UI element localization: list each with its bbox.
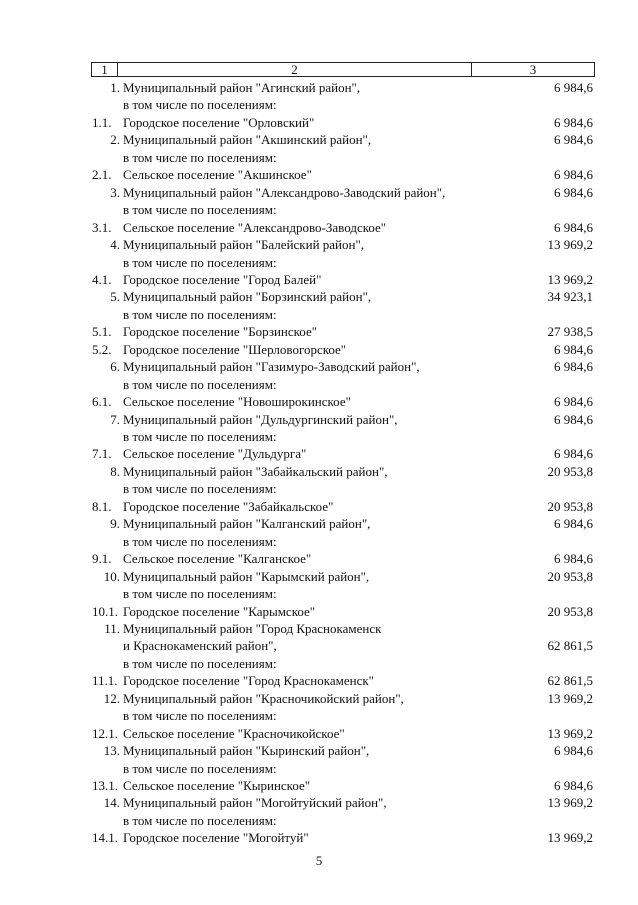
row-name: Муниципальный район "Акшинский район",	[123, 132, 372, 148]
row-name: Городское поселение "Могойтуй"	[123, 830, 309, 846]
row-name-continuation: в том числе по поселениям:	[123, 97, 277, 113]
row-number: 13.1.	[92, 778, 118, 793]
table-row-continuation	[0, 428, 638, 445]
row-value: 6 984,6	[554, 132, 593, 148]
row-name: Муниципальный район "Балейский район",	[123, 237, 365, 253]
table-row	[0, 568, 638, 585]
row-value: 6 984,6	[554, 411, 593, 427]
row-number: 3.	[110, 184, 120, 200]
row-name-continuation: в том числе по поселениям:	[123, 586, 277, 602]
row-value: 6 984,6	[554, 359, 593, 375]
table-row	[0, 131, 638, 148]
row-value: 6 984,6	[554, 743, 593, 759]
table-row	[0, 603, 638, 620]
table-row	[0, 166, 638, 183]
row-number: 11.1.	[92, 673, 118, 689]
row-name-continuation: в том числе по поселениям:	[123, 254, 277, 270]
row-number: 7.	[110, 411, 120, 427]
row-name: Муниципальный район "Красночикойский район",	[123, 690, 404, 706]
row-number: 8.	[110, 463, 120, 479]
row-number: 12.	[103, 690, 120, 706]
table-row-continuation	[0, 637, 638, 654]
table-row	[0, 463, 638, 480]
row-number: 13.	[103, 743, 120, 759]
row-number: 8.1.	[92, 498, 112, 514]
row-value: 6 984,6	[554, 394, 593, 410]
column-header-row	[92, 63, 595, 77]
row-name-continuation: в том числе по поселениям:	[123, 533, 277, 549]
table-row-continuation	[0, 655, 638, 672]
row-name: Городское поселение "Забайкальское"	[123, 498, 334, 514]
table-row	[0, 777, 638, 794]
table-row	[0, 79, 638, 96]
row-name: Сельское поселение "Александрово-Заводское"	[123, 219, 387, 235]
row-value: 20 953,8	[547, 463, 593, 479]
row-name-continuation: в том числе по поселениям:	[123, 812, 277, 828]
row-name: Сельское поселение "Дульдурга"	[123, 446, 307, 462]
row-number: 5.1.	[92, 324, 112, 340]
row-name: Муниципальный район "Могойтуйский район",	[123, 795, 387, 811]
row-value: 6 984,6	[554, 341, 593, 357]
row-name-continuation: и Краснокаменский район",	[123, 638, 277, 654]
table-row	[0, 672, 638, 689]
row-name: Муниципальный район "Забайкальский район",	[123, 463, 388, 479]
row-name: Муниципальный район "Газимуро-Заводский район",	[123, 359, 420, 375]
table-row	[0, 445, 638, 462]
row-value: 6 984,6	[554, 551, 593, 567]
row-name: Городское поселение "Карымское"	[123, 603, 316, 619]
table-row-continuation	[0, 96, 638, 113]
row-number: 12.1.	[92, 725, 118, 741]
row-value: 20 953,8	[547, 498, 593, 514]
row-number: 9.	[110, 516, 120, 532]
table-row	[0, 829, 638, 846]
row-name-continuation: в том числе по поселениям:	[123, 760, 277, 776]
table-row-continuation	[0, 254, 638, 271]
row-value: 13 969,2	[547, 830, 593, 846]
table-row-continuation	[0, 480, 638, 497]
table-row	[0, 236, 638, 253]
row-name-continuation: в том числе по поселениям:	[123, 708, 277, 724]
row-name-continuation: в том числе по поселениям:	[123, 149, 277, 165]
row-number: 2.	[110, 132, 120, 148]
table-row	[0, 271, 638, 288]
table-row	[0, 794, 638, 811]
row-number: 14.	[103, 795, 120, 811]
row-name-continuation: в том числе по поселениям:	[123, 202, 277, 218]
row-number: 2.1.	[92, 167, 112, 183]
table-row-continuation	[0, 760, 638, 777]
row-value: 6 984,6	[554, 778, 593, 793]
row-value: 6 984,6	[554, 184, 593, 200]
column-header-1: 1	[92, 63, 118, 77]
row-value: 20 953,8	[547, 603, 593, 619]
row-value: 62 861,5	[547, 638, 593, 654]
table-row	[0, 358, 638, 375]
row-name-continuation: в том числе по поселениям:	[123, 429, 277, 444]
table-row	[0, 550, 638, 567]
row-value: 13 969,2	[547, 237, 593, 253]
table-row-continuation	[0, 306, 638, 323]
row-name: Сельское поселение "Кыринское"	[123, 778, 311, 793]
row-value: 20 953,8	[547, 568, 593, 584]
row-number: 9.1.	[92, 551, 112, 567]
row-value: 13 969,2	[547, 690, 593, 706]
row-name: Сельское поселение "Красночикойское"	[123, 725, 345, 741]
row-number: 10.1.	[92, 603, 118, 619]
row-name: Городское поселение "Город Краснокаменск"	[123, 673, 374, 689]
row-name: Муниципальный район "Александрово-Заводский район",	[123, 184, 446, 200]
row-name: Муниципальный район "Дульдургинский район",	[123, 411, 398, 427]
row-value: 6 984,6	[554, 446, 593, 462]
row-number: 5.	[110, 289, 120, 305]
table-row	[0, 341, 638, 358]
table-row	[0, 690, 638, 707]
row-value: 13 969,2	[547, 795, 593, 811]
table-row	[0, 498, 638, 515]
row-name-continuation: в том числе по поселениям:	[123, 655, 277, 671]
table-row	[0, 219, 638, 236]
row-name-continuation: в том числе по поселениям:	[123, 481, 277, 497]
row-value: 27 938,5	[547, 324, 593, 340]
row-value: 6 984,6	[554, 219, 593, 235]
row-number: 1.1.	[92, 114, 112, 130]
table-row-continuation	[0, 149, 638, 166]
table-row	[0, 323, 638, 340]
row-name: Муниципальный район "Кыринский район",	[123, 743, 370, 759]
row-name: Муниципальный район "Карымский район",	[123, 568, 370, 584]
table-row-continuation	[0, 533, 638, 550]
row-number: 6.	[110, 359, 120, 375]
row-name: Сельское поселение "Акшинское"	[123, 167, 312, 183]
row-number: 3.1.	[92, 219, 112, 235]
row-number: 4.1.	[92, 271, 112, 287]
column-header-table	[91, 62, 595, 77]
row-value: 62 861,5	[547, 673, 593, 689]
table-row-continuation	[0, 707, 638, 724]
row-value: 6 984,6	[554, 167, 593, 183]
row-number: 10.	[103, 568, 120, 584]
row-number: 7.1.	[92, 446, 112, 462]
row-name: Сельское поселение "Новоширокинское"	[123, 394, 351, 410]
row-number: 6.1.	[92, 394, 112, 410]
row-name: Городское поселение "Орловский"	[123, 114, 315, 130]
row-value: 13 969,2	[547, 725, 593, 741]
row-name-continuation: в том числе по поселениям:	[123, 306, 277, 322]
table-row	[0, 393, 638, 410]
row-name: Сельское поселение "Калганское"	[123, 551, 312, 567]
row-value: 34 923,1	[547, 289, 593, 305]
row-name-continuation: в том числе по поселениям:	[123, 376, 277, 392]
row-value: 6 984,6	[554, 114, 593, 130]
column-header-2: 2	[118, 63, 472, 77]
row-name: Муниципальный район "Калганский район",	[123, 516, 371, 532]
table-row	[0, 742, 638, 759]
table-row	[0, 515, 638, 532]
table-row	[0, 725, 638, 742]
table-row	[0, 184, 638, 201]
row-number: 11.	[104, 620, 120, 636]
column-header-3: 3	[472, 63, 595, 77]
table-row-continuation	[0, 376, 638, 393]
row-name: Городское поселение "Борзинское"	[123, 324, 318, 340]
table-row	[0, 411, 638, 428]
row-number: 1.	[110, 80, 120, 95]
row-number: 5.2.	[92, 341, 112, 357]
row-name: Городское поселение "Город Балей"	[123, 271, 322, 287]
row-number: 14.1.	[92, 830, 118, 846]
table-row	[0, 114, 638, 131]
row-name: Городское поселение "Шерловогорское"	[123, 341, 347, 357]
table-row	[0, 288, 638, 305]
table-row-continuation	[0, 585, 638, 602]
table-row-continuation	[0, 812, 638, 829]
row-name: Муниципальный район "Борзинский район",	[123, 289, 372, 305]
row-value: 6 984,6	[554, 516, 593, 532]
page-number: 5	[315, 853, 323, 868]
row-name: Муниципальный район "Агинский район",	[123, 80, 361, 95]
table-row-continuation	[0, 201, 638, 218]
row-value: 13 969,2	[547, 271, 593, 287]
row-name: Муниципальный район "Город Краснокаменск	[123, 620, 382, 636]
row-number: 4.	[110, 237, 120, 253]
row-value: 6 984,6	[554, 80, 593, 95]
